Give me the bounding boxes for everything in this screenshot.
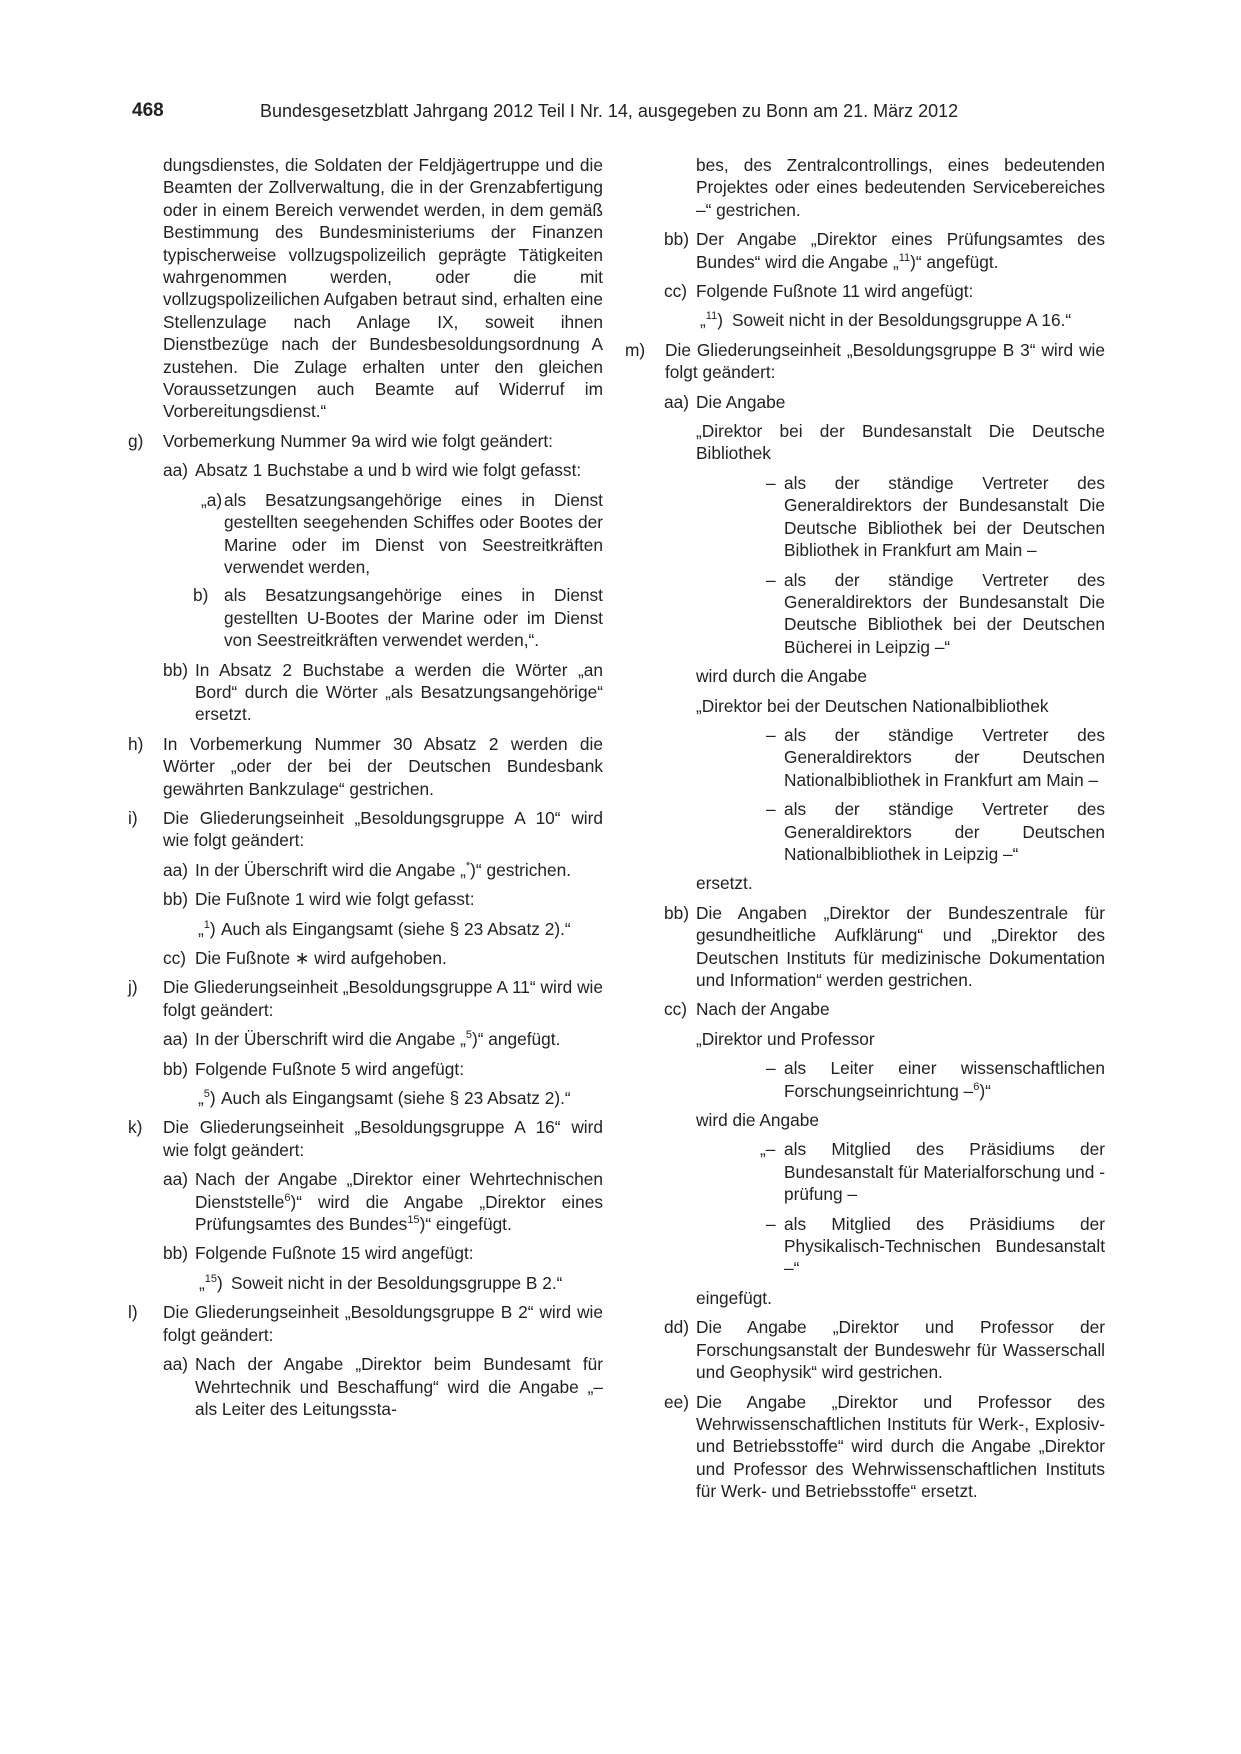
item-text: Die Gliederungseinheit „Besoldungsgruppe B 3“ wird wie folgt geändert:: [665, 339, 1105, 383]
item-label: bb): [664, 229, 689, 250]
item-label: b): [193, 585, 209, 606]
item-text: Absatz 1 Buchstabe a und b wird wie folgt gefasst:: [195, 460, 582, 481]
item-text: In Absatz 2 Buchstabe a werden die Wörter „an Bord“ durch die Wörter „als Besatzungsangehörige“ ersetzt.: [195, 659, 603, 725]
item-text: In der Überschrift wird die Angabe „*)“ gestrichen.: [195, 859, 572, 880]
paragraph: dungsdienstes, die Soldaten der Feldjägertruppe und die Beamten der Zollverwaltung, die in der Grenzabfertigung oder in einem Bereich verwendet werden, in dem gemäß Bestimmung des Bundesministeriums der Finanzen typischerweise vollzugspolizeilich geprägte Tätigkeiten wahrgenommen werden, oder die mit vollzugspolizeilichen Aufgaben betraut sind, erhalten eine Stellenzulage nach Anlage IX, soweit ihnen Dienstbezüge nach der Bundesbesoldungsordnung A zustehen. Die Zulage erhalten unter den gleichen Voraussetzungen auch Beamte auf Widerruf im Vorbereitungsdienst.“: [163, 155, 603, 422]
dash-item: [766, 569, 1105, 659]
item-text: als der ständige Vertreter des Generaldirektors der Bundesanstalt Die Deutsche Bibliothek bei der Deutschen Bibliothek in Frankfurt am Main –: [784, 472, 1105, 561]
footnote-quote: [199, 1272, 603, 1294]
footnote-quote: [198, 918, 603, 940]
list-item-k-aa: [163, 1168, 603, 1235]
item-label: –: [766, 569, 776, 590]
item-label: m): [625, 339, 646, 360]
item-text: als Mitglied des Präsidiums der Physikalisch-Technischen Bundesanstalt –“: [784, 1213, 1105, 1279]
item-text: Die Gliederungseinheit „Besoldungsgruppe B 2“ wird wie folgt geändert:: [163, 1302, 603, 1345]
item-text: Folgende Fußnote 15 wird angefügt:: [195, 1243, 474, 1264]
dash-item: [766, 798, 1105, 865]
item-text: Folgende Fußnote 11 wird angefügt:: [696, 281, 974, 302]
list-item-l-cc: [664, 280, 1105, 302]
list-item-j-aa: [163, 1028, 603, 1050]
item-text: In Vorbemerkung Nummer 30 Absatz 2 werden die Wörter „oder der bei der Deutschen Bundesbank gewährten Bankzulage“ gestrichen.: [163, 733, 603, 799]
dash-item: [760, 1138, 1105, 1205]
quoted-designation: „Direktor bei der Deutschen Nationalbibliothek: [696, 695, 1049, 716]
list-item-j-bb: [163, 1058, 603, 1080]
item-label: „–: [760, 1139, 776, 1160]
item-text: Die Gliederungseinheit „Besoldungsgruppe A 16“ wird wie folgt geändert:: [163, 1117, 603, 1160]
item-label: aa): [664, 391, 689, 412]
paragraph: eingefügt.: [696, 1287, 772, 1308]
list-item-g-bb: [163, 659, 603, 726]
page-number: 468: [132, 100, 164, 121]
right-column: [625, 154, 1105, 1510]
item-text: Die Angabe „Direktor und Professor der Forschungsanstalt der Bundeswehr für Wasserschall und Geophysik“ wird gestrichen.: [696, 1317, 1105, 1383]
item-text: als Besatzungsangehörige eines in Dienst gestellten U-Bootes der Marine oder im Dienst von Seestreitkräften verwendet werden,“.: [224, 585, 603, 651]
list-item-i: [128, 807, 603, 852]
item-label: „$^5$): [198, 1088, 216, 1109]
item-text: Die Angaben „Direktor der Bundeszentrale für gesundheitliche Aufklärung“ und „Direktor des Deutschen Instituts für medizinische Dokumentation und Information“ werden gestrichen.: [696, 902, 1105, 990]
item-label: cc): [664, 999, 688, 1020]
list-item-m: [625, 339, 1105, 384]
item-label: –: [766, 799, 776, 820]
footnote-quote: [700, 309, 1105, 331]
item-text: Die Angabe „Direktor und Professor des Wehrwissenschaftlichen Instituts für Werk-, Explosiv- und Betriebsstoffe“ wird durch die Angabe „Direktor und Professor des Wehrwissenschaftlichen Instituts für Werk- und Betriebsstoffe“ ersetzt.: [696, 1391, 1105, 1502]
item-text: Der Angabe „Direktor eines Prüfungsamtes des Bundes“ wird die Angabe „$^{11}$)“ angefügt.: [696, 229, 1105, 272]
item-label: aa): [163, 460, 188, 481]
list-item-m-ee: [664, 1391, 1105, 1503]
item-text: Auch als Eingangsamt (siehe § 23 Absatz 2).“: [221, 1088, 571, 1109]
item-text: als der ständige Vertreter des Generaldirektors der Deutschen Nationalbibliothek in Frankfurt am Main –: [784, 724, 1105, 790]
item-label: bb): [163, 889, 188, 910]
item-text: Vorbemerkung Nummer 9a wird wie folgt geändert:: [163, 430, 553, 451]
item-label: bb): [163, 1243, 188, 1264]
item-label: cc): [664, 281, 688, 302]
item-label: g): [128, 430, 144, 451]
item-label: bb): [163, 659, 188, 680]
item-label: „$^{15}$): [199, 1272, 223, 1293]
running-head: Bundesgesetzblatt Jahrgang 2012 Teil I Nr. 14, ausgegeben zu Bonn am 21. März 2012: [260, 101, 959, 121]
item-label: „$^{11}$): [700, 310, 723, 331]
item-label: aa): [163, 1029, 188, 1050]
quote-item-a: [201, 489, 603, 579]
item-text: Die Gliederungseinheit „Besoldungsgruppe A 11“ wird wie folgt geändert:: [163, 977, 603, 1020]
item-label: –: [766, 1213, 776, 1234]
quoted-designation: „Direktor und Professor: [696, 1028, 875, 1049]
list-item-m-cc: [664, 998, 1105, 1020]
item-text: Die Gliederungseinheit „Besoldungsgruppe A 10“ wird wie folgt geändert:: [163, 807, 603, 851]
item-label: h): [128, 733, 144, 754]
item-text: Die Fußnote ∗ wird aufgehoben.: [195, 948, 447, 968]
dash-item: [766, 724, 1105, 791]
item-label: i): [128, 807, 138, 828]
list-item-k-bb: [163, 1242, 603, 1264]
list-item-l-aa: [163, 1353, 603, 1420]
item-text: Die Fußnote 1 wird wie folgt gefasst:: [195, 889, 475, 910]
item-label: „$^1$): [198, 918, 216, 939]
item-label: aa): [163, 859, 188, 880]
list-item-g-aa: [163, 459, 603, 481]
item-text: Folgende Fußnote 5 wird angefügt:: [195, 1058, 464, 1079]
paragraph: bes, des Zentralcontrollings, eines bedeutenden Projektes oder eines bedeutenden Servicebereiches –“ gestrichen.: [696, 155, 1105, 220]
list-item-i-aa: [163, 859, 603, 881]
item-text: Nach der Angabe „Direktor einer Wehrtechnischen Dienststelle$^6$)“ wird die Angabe „Direktor eines Prüfungsamtes des Bundes$^{15}$)“ eingefügt.: [195, 1169, 603, 1235]
paragraph: wird durch die Angabe: [696, 666, 868, 687]
list-item-m-dd: [664, 1316, 1105, 1383]
quoted-designation: „Direktor bei der Bundesanstalt Die Deutsche Bibliothek: [696, 421, 1105, 464]
item-label: „a): [201, 489, 223, 510]
paragraph: ersetzt.: [696, 873, 753, 894]
item-text: als Mitglied des Präsidiums der Bundesanstalt für Materialforschung und -prüfung –: [784, 1139, 1105, 1205]
list-item-l: [128, 1301, 603, 1346]
list-item-k: [128, 1116, 603, 1161]
item-text: Soweit nicht in der Besoldungsgruppe A 16.“: [732, 310, 1072, 331]
item-label: –: [766, 1058, 776, 1079]
item-text: Nach der Angabe: [696, 999, 830, 1020]
item-text: als der ständige Vertreter des Generaldirektors der Bundesanstalt Die Deutsche Bibliothek bei der Deutschen Bücherei in Leipzig –“: [784, 569, 1105, 657]
item-text: Nach der Angabe „Direktor beim Bundesamt für Wehrtechnik und Beschaffung“ wird die Angabe „– als Leiter des Leitungssta-: [195, 1354, 603, 1419]
dash-item: [766, 1213, 1105, 1280]
item-text: Soweit nicht in der Besoldungsgruppe B 2.“: [231, 1272, 563, 1293]
dash-item: [766, 472, 1105, 562]
list-item-j: [128, 976, 603, 1021]
item-label: aa): [163, 1169, 188, 1190]
item-text: Die Angabe: [696, 391, 786, 412]
list-item-h: [128, 733, 603, 800]
item-label: aa): [163, 1354, 188, 1375]
dash-item: [766, 1057, 1105, 1102]
item-label: cc): [163, 948, 187, 968]
item-label: l): [128, 1302, 138, 1323]
list-item-g: [128, 430, 603, 452]
list-item-m-aa: [664, 391, 1105, 413]
item-text: In der Überschrift wird die Angabe „$^5$)“ angefügt.: [195, 1029, 561, 1050]
item-text: als Besatzungsangehörige eines in Dienst gestellten seegehenden Schiffes oder Bootes der Marine oder im Dienst von Seestreitkräften verwendet werden,: [224, 489, 603, 577]
item-text: Auch als Eingangsamt (siehe § 23 Absatz 2).“: [221, 918, 571, 939]
list-item-i-bb: [163, 888, 603, 910]
item-label: –: [766, 472, 776, 493]
footnote-quote: [198, 1087, 603, 1109]
item-label: dd): [664, 1317, 689, 1338]
list-item-m-bb: [664, 902, 1105, 992]
paragraph: wird die Angabe: [696, 1110, 819, 1131]
item-text: als der ständige Vertreter des Generaldirektors der Deutschen Nationalbibliothek in Leipzig –“: [784, 799, 1105, 864]
quote-item-b: [193, 584, 603, 651]
item-label: k): [128, 1117, 143, 1138]
left-column: [128, 154, 603, 1427]
list-item-l-bb: [664, 228, 1105, 273]
item-label: ee): [664, 1391, 689, 1412]
item-label: –: [766, 724, 776, 745]
item-label: bb): [163, 1058, 188, 1079]
item-text: als Leiter einer wissenschaftlichen Forschungseinrichtung –$^6$)“: [784, 1058, 1105, 1101]
item-label: j): [128, 977, 138, 998]
item-label: bb): [664, 902, 689, 923]
list-item-i-cc: [163, 947, 603, 969]
